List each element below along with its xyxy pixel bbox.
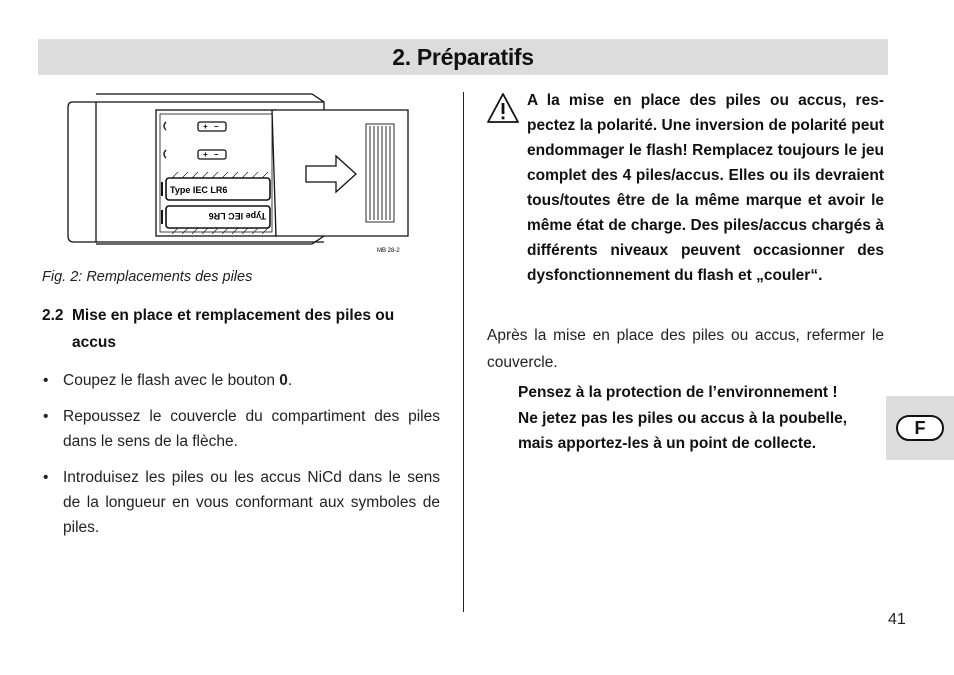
section-number: 2.2	[42, 307, 64, 324]
page-number: 41	[888, 611, 906, 628]
figure-code: MB 28-2	[377, 248, 400, 254]
after-insert-text: Après la mise en place des piles ou accus, refermer le couvercle.	[487, 327, 884, 371]
list-item: • Repoussez le couvercle du compartiment des piles dans le sens de la flèche.	[42, 404, 440, 454]
figure-caption: Fig. 2: Remplacements des piles	[42, 269, 253, 285]
svg-text:+: +	[203, 150, 208, 159]
section-title-line1: Mise en place et remplacement des piles ou	[72, 307, 395, 324]
svg-text:–: –	[214, 122, 219, 131]
bullet-icon: •	[43, 408, 49, 425]
warning-icon	[486, 91, 520, 125]
language-badge: F	[896, 415, 944, 441]
language-tab	[886, 396, 954, 460]
chapter-header	[38, 39, 888, 75]
section-heading	[42, 302, 442, 356]
svg-text:–: –	[214, 150, 219, 159]
bullet-icon: •	[43, 372, 49, 389]
power-button-label: 0	[279, 372, 288, 389]
environment-notice: Pensez à la protection de l’environnement ! Ne jetez pas les piles ou accus à la poubelle, mais apportez-les à un point de collecte.	[518, 384, 848, 452]
column-divider	[463, 92, 464, 612]
list-item: • Introduisez les piles ou les accus NiCd dans le sens de la longueur en vous conformant aux symboles de piles.	[42, 465, 440, 540]
svg-text:+: +	[203, 122, 208, 131]
battery-compartment-figure	[62, 90, 417, 258]
battery-label-flipped: Type IEC LR6	[208, 211, 266, 221]
bullet-icon: •	[43, 469, 49, 486]
instruction-list	[42, 368, 440, 551]
battery-label: Type IEC LR6	[170, 185, 228, 195]
section-title-line2: accus	[72, 334, 116, 351]
list-item: • Coupez le flash avec le bouton 0.	[42, 368, 440, 393]
page-title: 2. Préparatifs	[392, 43, 534, 70]
warning-text: A la mise en place des piles ou accus, res-pectez la polarité. Une inversion de polarité peut endommager le flash! Remplacez toujours le jeu complet des 4 piles/accus. Elles ou ils devraient tous/toutes être de la même marque et avoir le même état de charge. Des piles/accus chargés à différents niveaux peuvent occasionner des dysfonctionnement du flash et „couler“.	[527, 92, 884, 284]
